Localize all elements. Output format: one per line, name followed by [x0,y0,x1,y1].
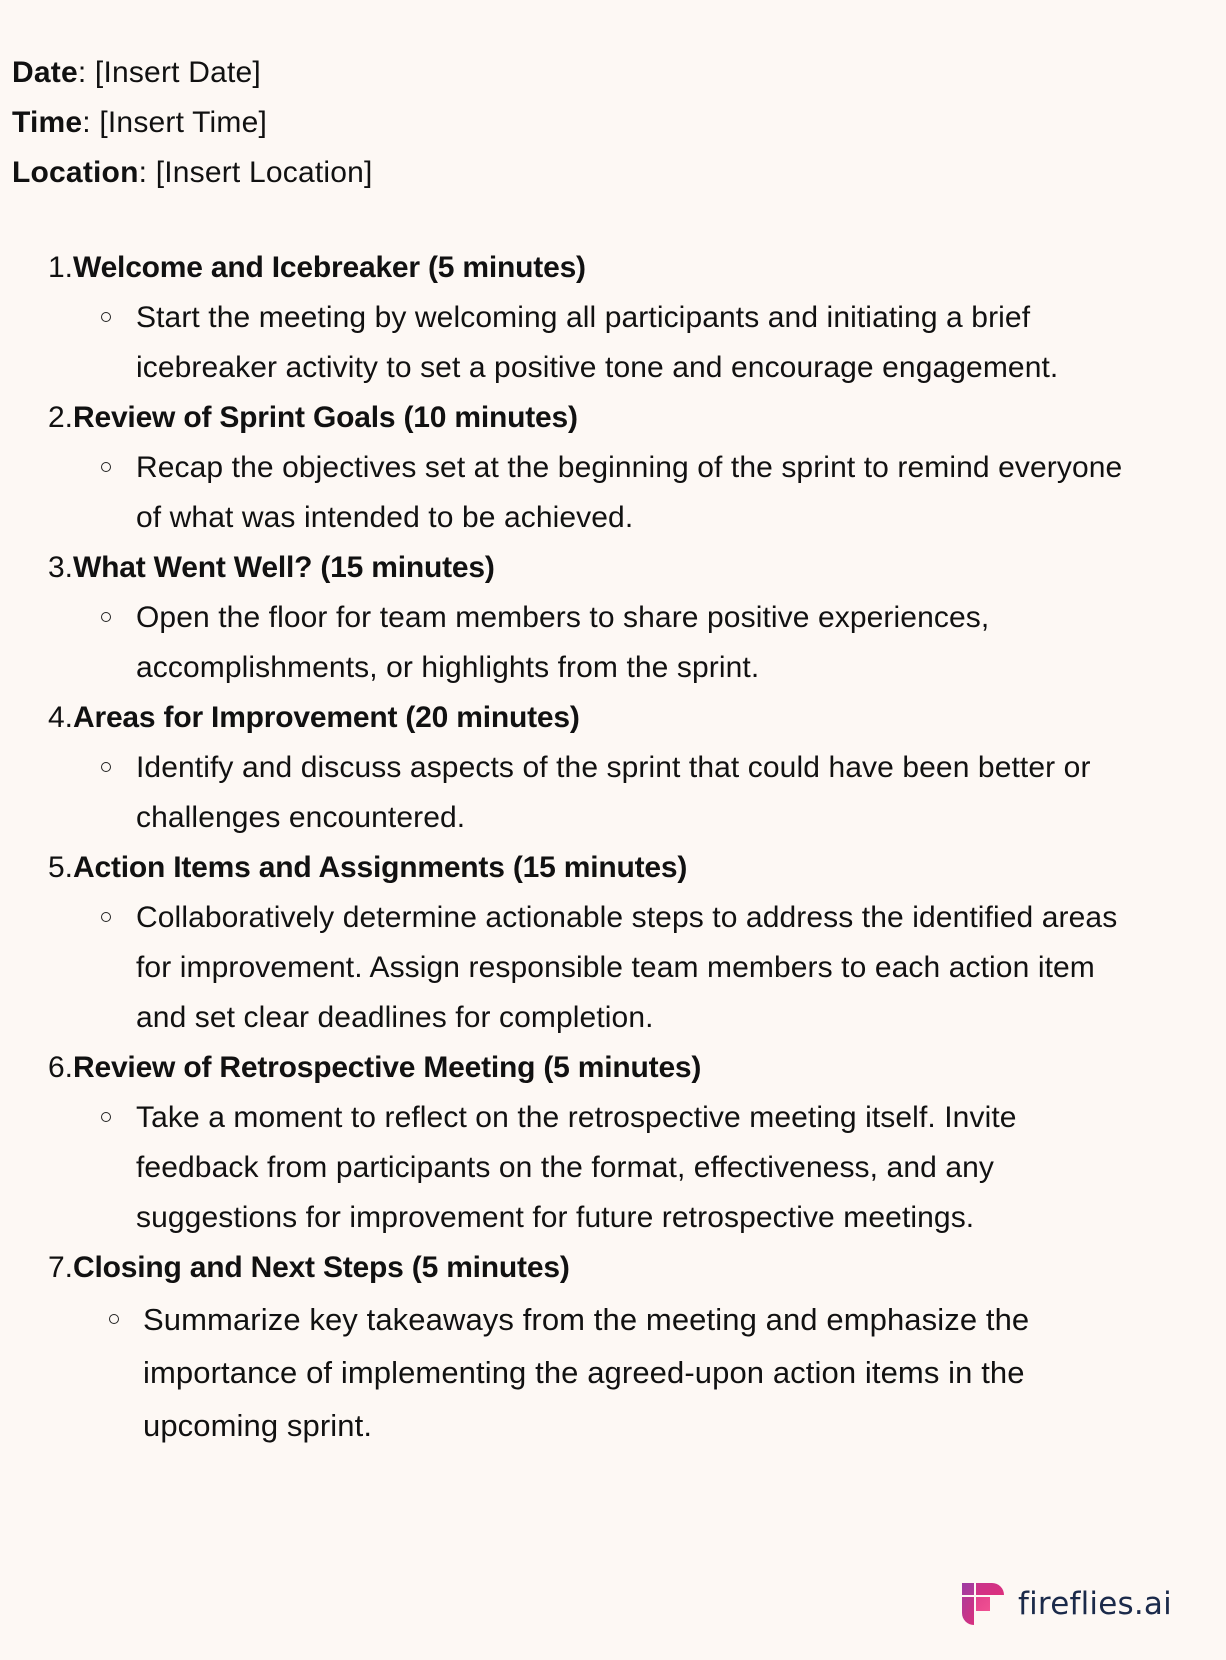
sub-list [0,1293,1226,1452]
item-number: 6. [47,1051,73,1084]
agenda-item-heading [0,693,1226,743]
agenda-item-improvement [0,693,1226,843]
circle-bullet-icon [109,1314,119,1324]
sub-item [0,293,1226,393]
agenda-item-heading [0,1243,1226,1293]
fireflies-logo-icon [962,1583,1004,1625]
agenda-item-sprint-goals [0,393,1226,543]
sub-item-text: Summarize key takeaways from the meeting and emphasize the importance of implementing the agreed-upon action items in the upcoming sprint. [143,1302,1030,1443]
circle-bullet-icon [101,462,111,472]
sub-list [0,743,1226,843]
sub-list [0,293,1226,393]
sub-list [0,443,1226,543]
sub-list [0,593,1226,693]
logo-text: fireflies.ai [1018,1586,1172,1622]
item-number: 1. [47,251,73,284]
location-line [12,148,373,198]
time-separator: : [82,106,100,139]
date-line [12,48,373,98]
item-number: 7. [47,1251,73,1284]
date-value: [Insert Date] [94,56,261,89]
sub-item [0,1293,1226,1452]
circle-bullet-icon [101,312,111,322]
agenda-item-heading [0,243,1226,293]
agenda-item-closing [0,1243,1226,1452]
sub-list [0,893,1226,1043]
date-separator: : [77,56,95,89]
sub-item [0,593,1226,693]
item-title: Action Items and Assignments (15 minutes) [73,851,688,884]
date-label: Date [12,56,78,89]
agenda-item-action-items [0,843,1226,1043]
agenda-item-retro-review [0,1043,1226,1243]
agenda-item-heading [0,843,1226,893]
item-title: Review of Sprint Goals (10 minutes) [73,401,578,434]
sub-item-text: Recap the objectives set at the beginning of the sprint to remind everyone of what was intended to be achieved. [136,451,1123,534]
sub-item [0,893,1226,1043]
sub-item-text: Identify and discuss aspects of the sprint that could have been better or challenges encountered. [136,751,1091,834]
sub-item [0,1093,1226,1243]
sub-item-text: Open the floor for team members to share positive experiences, accomplishments, or highlights from the sprint. [136,601,990,684]
sub-item-text: Start the meeting by welcoming all participants and initiating a brief icebreaker activity to set a positive tone and encourage engagement. [136,301,1059,384]
sub-item-text: Collaboratively determine actionable steps to address the identified areas for improvement. Assign responsible team members to each action item and set clear deadlines for completion. [136,901,1118,1034]
item-title: Review of Retrospective Meeting (5 minutes) [73,1051,702,1084]
circle-bullet-icon [101,912,111,922]
sub-item [0,443,1226,543]
agenda-item-heading [0,1043,1226,1093]
sub-list [0,1093,1226,1243]
item-title: What Went Well? (15 minutes) [73,551,495,584]
circle-bullet-icon [101,612,111,622]
sub-item-text: Take a moment to reflect on the retrospective meeting itself. Invite feedback from participants on the format, effectiveness, and any suggestions for improvement for future retrospective meetings. [136,1101,1017,1234]
location-value: [Insert Location] [155,156,373,189]
item-number: 3. [47,551,73,584]
item-title: Areas for Improvement (20 minutes) [73,701,580,734]
location-label: Location [12,156,139,189]
item-number: 4. [47,701,73,734]
agenda-item-went-well [0,543,1226,693]
agenda-list [0,243,1226,1452]
fireflies-logo [962,1583,1172,1625]
circle-bullet-icon [101,1112,111,1122]
agenda-item-heading [0,393,1226,443]
item-title: Closing and Next Steps (5 minutes) [73,1251,570,1284]
item-number: 2. [47,401,73,434]
sub-item [0,743,1226,843]
item-title: Welcome and Icebreaker (5 minutes) [73,251,586,284]
time-label: Time [12,106,83,139]
time-line [12,98,373,148]
agenda-item-heading [0,543,1226,593]
agenda-item-welcome [0,243,1226,393]
circle-bullet-icon [101,762,111,772]
item-number: 5. [47,851,73,884]
meeting-details [12,48,373,198]
time-value: [Insert Time] [99,106,268,139]
location-separator: : [138,156,156,189]
